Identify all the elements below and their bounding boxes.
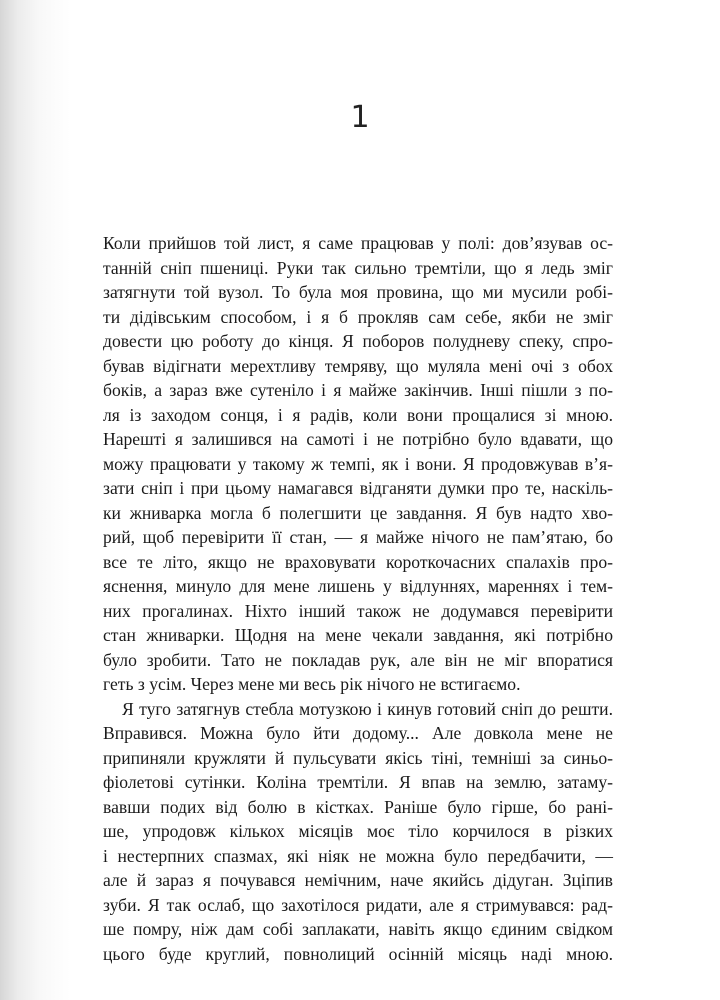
paragraph-1 [103,231,613,697]
chapter-number: 1 [350,100,370,135]
text-line: фіолетові сутінки. Коліна тремтіли. Я впав на землю, затаму- [103,772,613,792]
chapter-body [103,231,613,966]
text-line: рий, щоб перевірити її стан, — я майже нічого не пам’ятаю, бо [103,527,613,547]
text-line: довести цю роботу до кінця. Я поборов полудневу спеку, спро- [103,331,613,351]
text-line: можу працювати у такому ж темпі, як і вони. Я продовжував в’я- [103,453,613,474]
text-line: ля із заходом сонця, і я радів, коли вони прощалися зі мною. [103,404,613,425]
text-line: ти дідівським способом, і я б прокляв сам себе, якби не зміг [103,306,613,327]
text-line: затягнути той вузол. То була моя провина, що ми мусили робі- [103,282,613,302]
text-line: бував відігнати мерехтливу темряву, що муляла мені очі з обох [103,355,613,376]
text-line: вавши подих від болю в кістках. Раніше було гірше, бо рані- [103,796,613,817]
text-line: Нарешті я залишився на самоті і не потрібно було вдавати, що [103,429,613,449]
text-line: стан жниварки. Щодня на мене чекали завдання, які потрібно [103,625,613,645]
text-line: все те літо, якщо не враховувати короткочасних спалахів про- [103,551,613,572]
text-line: зуби. Я так ослаб, що захотілося ридати, але я стримувався: рад- [103,894,613,915]
text-line: боків, а зараз вже сутеніло і я майже закінчив. Інші пішли з по- [103,380,613,400]
text-line: них прогалинах. Ніхто інший також не додумався перевірити [103,600,613,621]
text-line: танній сніп пшениці. Руки так сильно тремтіли, що я ледь зміг [103,257,613,278]
text-line: і нестерпних спазмах, які ніяк не можна було передбачити, — [103,845,613,866]
text-line: яснення, минуло для мене лишень у відлуннях, мареннях і тем- [103,576,613,596]
text-line: Вправився. Можна було йти додому... Але довкола мене не [103,723,613,743]
text-line: але й зараз я почувався немічним, наче якийсь дідуган. Зціпив [103,870,613,890]
text-line: ки жниварка могла б полегшити це завдання. Я був надто хво- [103,502,613,523]
text-line: геть з усім. Через мене ми весь рік нічого не встигаємо. [103,674,521,694]
text-line: цього буде круглий, повнолиций осінній місяць наді мною. [103,943,613,964]
text-line: Коли прийшов той лист, я саме працював у полі: дов’язував ос- [103,233,613,253]
text-line: ше помру, ніж дам собі заплакати, навіть якщо єдиним свідком [103,919,613,939]
text-line: припиняли кружляти й пульсувати якісь тіні, темніші за синьо- [103,747,613,768]
text-line: ше, упродовж кількох місяців моє тіло корчилося в різких [103,821,613,841]
text-line: зати сніп і при цьому намагався відганяти думки про те, наскіль- [103,478,613,498]
text-line: було зробити. Тато не покладав рук, але він не міг впоратися [103,649,613,670]
text-line: Я туго затягнув стебла мотузкою і кинув готовий сніп до решти. [122,698,613,719]
paragraph-2 [103,697,613,967]
